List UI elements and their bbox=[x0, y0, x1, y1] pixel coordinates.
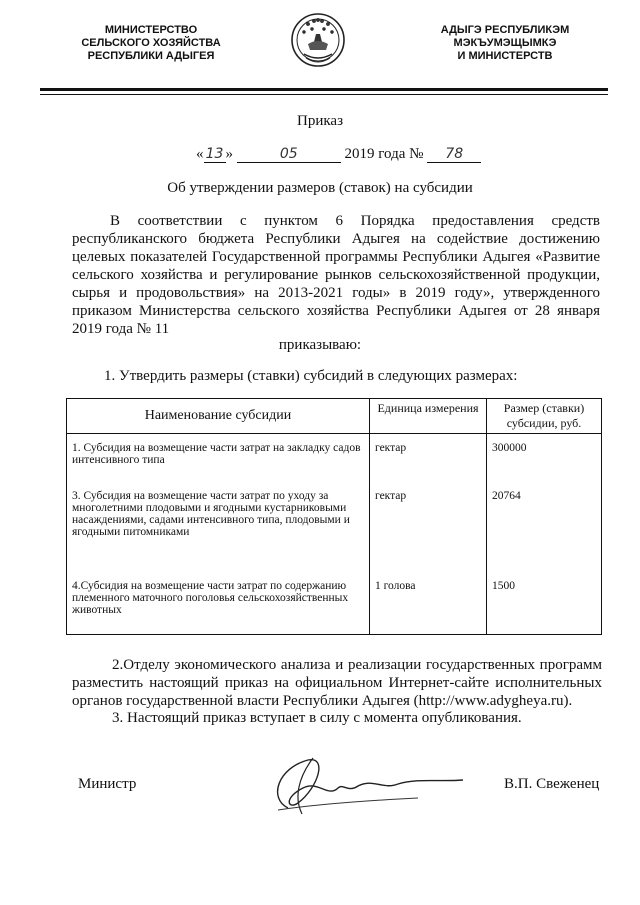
header-divider-thick bbox=[40, 88, 608, 91]
table-cell-name: 3. Субсидия на возмещение части затрат по уходу за многолетними плодовыми и ягодными кустарниковыми насаждениями, садами интенсивного типа, плодовыми и ягодными питомниками bbox=[67, 488, 370, 572]
date-close-quote: » bbox=[225, 146, 233, 162]
ministry-name-line: РЕСПУБЛИКИ АДЫГЕЯ bbox=[87, 50, 215, 62]
table-cell-rate: 20764 bbox=[487, 488, 602, 572]
ministry-name-line: МЭКЪУМЭЩЫМКЭ bbox=[453, 37, 557, 49]
table-cell-unit: гектар bbox=[370, 434, 487, 489]
table-header-unit: Единица измерения bbox=[370, 399, 487, 434]
order-number: 78 bbox=[427, 146, 481, 163]
order-date-line bbox=[196, 146, 481, 163]
table-header-row bbox=[67, 399, 602, 434]
document-title: Приказ bbox=[296, 113, 343, 129]
date-open-quote: « bbox=[196, 146, 204, 162]
preamble-paragraph: В соответствии с пунктом 6 Порядка предоставления средств республиканского бюджета Республики Адыгея на содействие достижению целевых показателей Государственной программы Республики Адыгея «Развитие сельского хозяйства и регулирование рынков сельскохозяйственной продукции, сырья и продовольствия» на 2013-2021 годы» в 2019 году», утвержденного приказом Министерства сельского хозяйства Республики Адыгея от 28 января 2019 года № 11 bbox=[72, 213, 600, 337]
ministry-name-line: АДЫГЭ РЕСПУБЛИКЭМ bbox=[440, 24, 570, 36]
coat-of-arms-icon bbox=[290, 10, 346, 72]
date-day: 13 bbox=[204, 146, 226, 163]
table-cell-name: 4.Субсидия на возмещение части затрат по содержанию племенного маточного поголовья сельскохозяйственных животных bbox=[67, 572, 370, 635]
ministry-name-line: СЕЛЬСКОГО ХОЗЯЙСТВА bbox=[81, 37, 221, 49]
table-row bbox=[67, 434, 602, 489]
ministry-name-line: МИНИСТЕРСТВО bbox=[104, 24, 198, 36]
date-year-text: 2019 года № bbox=[344, 146, 424, 162]
signature-icon bbox=[258, 748, 478, 820]
date-month: 05 bbox=[237, 146, 341, 163]
table-header-name: Наименование субсидии bbox=[67, 399, 370, 434]
table-cell-unit: 1 голова bbox=[370, 572, 487, 635]
signatory-name: В.П. Свеженец bbox=[504, 776, 600, 792]
header-divider-thin bbox=[40, 94, 608, 95]
order-word: приказываю: bbox=[278, 337, 362, 353]
ministry-name-russian bbox=[66, 24, 236, 63]
point-1: 1. Утвердить размеры (ставки) субсидий в следующих размерах: bbox=[104, 368, 518, 384]
table-row bbox=[67, 488, 602, 572]
point-2: 2.Отделу экономического анализа и реализации государственных программ разместить настоящий приказ на официальном Интернет-сайте исполнительных органов государственной власти Республики Адыгея (http://www.adygheya.ru). bbox=[72, 657, 602, 709]
table-cell-name: 1. Субсидия на возмещение части затрат на закладку садов интенсивного типа bbox=[67, 434, 370, 489]
ministry-name-line: И МИНИСТЕРСТВ bbox=[457, 50, 553, 62]
signatory-position: Министр bbox=[78, 776, 137, 792]
point-3: 3. Настоящий приказ вступает в силу с момента опубликования. bbox=[112, 710, 522, 726]
table-cell-rate: 300000 bbox=[487, 434, 602, 489]
table-cell-unit: гектар bbox=[370, 488, 487, 572]
subsidy-table bbox=[66, 398, 602, 635]
order-subject: Об утверждении размеров (ставок) на субсидии bbox=[167, 180, 473, 196]
table-cell-rate: 1500 bbox=[487, 572, 602, 635]
ministry-name-adyghe bbox=[420, 24, 590, 63]
table-row bbox=[67, 572, 602, 635]
table-header-rate: Размер (ставки) субсидии, руб. bbox=[487, 399, 602, 434]
